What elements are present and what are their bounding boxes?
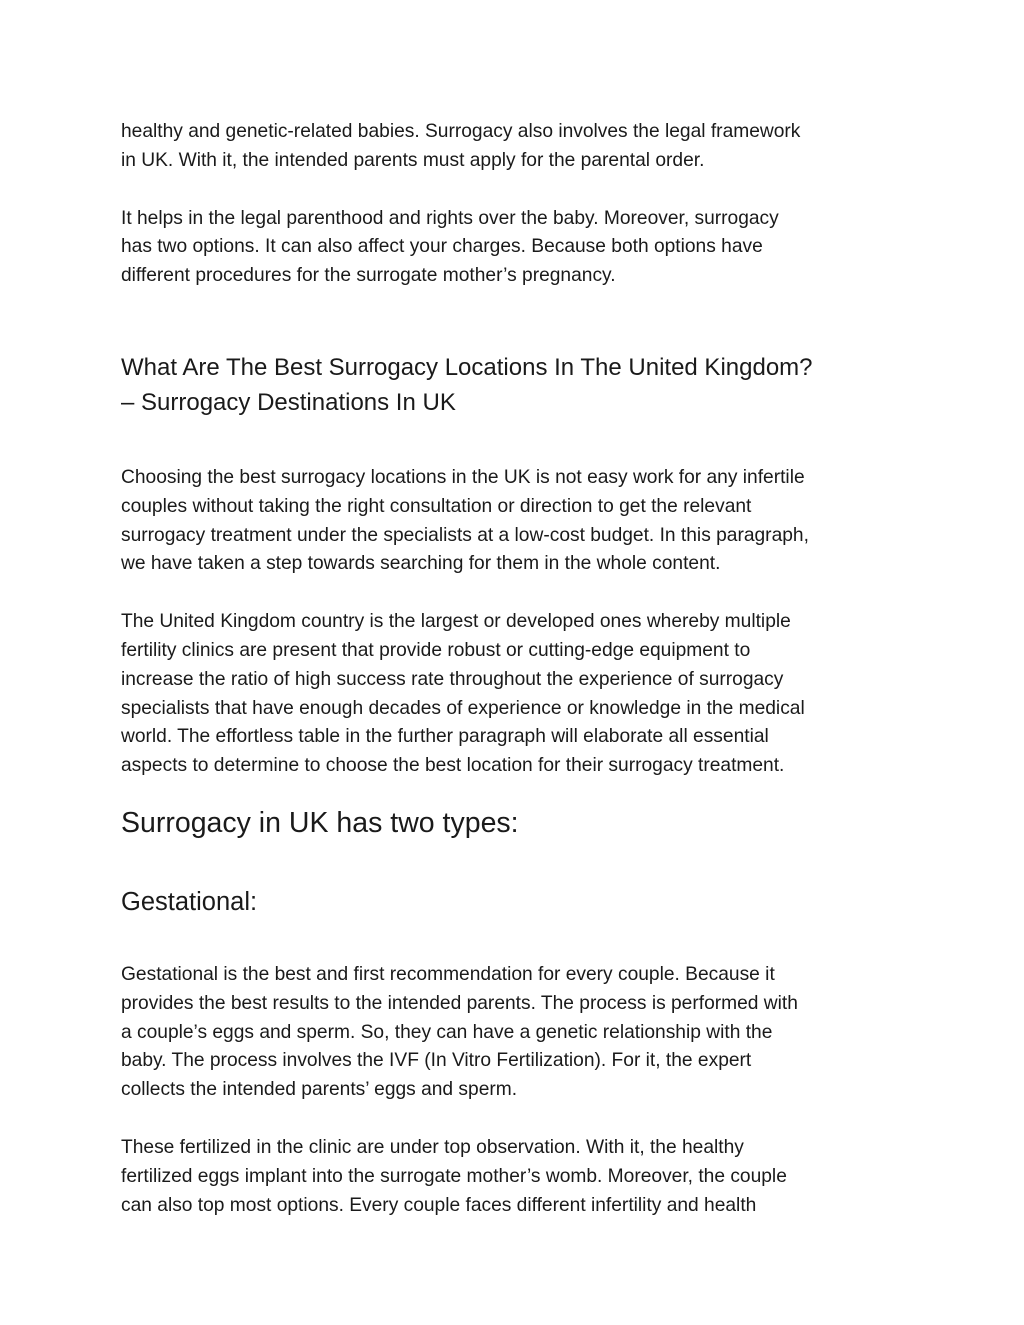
- text-line: in UK. With it, the intended parents must apply for the parental order.: [121, 149, 705, 171]
- heading-two-types: Surrogacy in UK has two types:: [121, 806, 519, 839]
- text-line: provides the best results to the intended parents. The process is performed with: [121, 992, 798, 1014]
- paragraph-fertilized-eggs: [121, 1134, 911, 1220]
- text-line: different procedures for the surrogate mother’s pregnancy.: [121, 265, 616, 287]
- heading-line: What Are The Best Surrogacy Locations In The United Kingdom?: [121, 353, 813, 381]
- text-line: healthy and genetic-related babies. Surrogacy also involves the legal framework: [121, 121, 801, 142]
- text-line: we have taken a step towards searching for them in the whole content.: [121, 553, 721, 575]
- text-line: baby. The process involves the IVF (In Vitro Fertilization). For it, the expert: [121, 1050, 752, 1072]
- text-line: Gestational is the best and first recommendation for every couple. Because it: [121, 963, 775, 985]
- text-line: increase the ratio of high success rate throughout the experience of surrogacy: [121, 668, 784, 690]
- heading-best-locations: [121, 350, 911, 420]
- paragraph-legal-framework: [121, 118, 911, 176]
- heading-gestational: Gestational:: [121, 887, 258, 916]
- text-line: has two options. It can also affect your charges. Because both options have: [121, 236, 763, 258]
- paragraph-united-kingdom-clinics: [121, 608, 911, 781]
- text-line: It helps in the legal parenthood and rights over the baby. Moreover, surrogacy: [121, 207, 779, 229]
- text-line: The United Kingdom country is the largest or developed ones whereby multiple: [121, 611, 791, 633]
- paragraph-legal-parenthood: [121, 205, 911, 291]
- text-line: These fertilized in the clinic are under top observation. With it, the healthy: [121, 1136, 744, 1158]
- text-line: fertilized eggs implant into the surrogate mother’s womb. Moreover, the couple: [121, 1165, 787, 1187]
- document-page: [121, 118, 911, 1220]
- text-line: world. The effortless table in the further paragraph will elaborate all essential: [121, 726, 769, 748]
- text-line: fertility clinics are present that provide robust or cutting-edge equipment to: [121, 639, 751, 661]
- paragraph-gestational: [121, 961, 911, 1105]
- text-line: couples without taking the right consultation or direction to get the relevant: [121, 495, 752, 517]
- text-line: Choosing the best surrogacy locations in the UK is not easy work for any infertile: [121, 466, 805, 488]
- text-line: can also top most options. Every couple faces different infertility and health: [121, 1194, 757, 1216]
- text-line: specialists that have enough decades of experience or knowledge in the medical: [121, 697, 805, 719]
- heading-line: – Surrogacy Destinations In UK: [121, 388, 456, 416]
- text-line: surrogacy treatment under the specialists at a low-cost budget. In this paragraph,: [121, 524, 809, 546]
- text-line: aspects to determine to choose the best location for their surrogacy treatment.: [121, 755, 785, 777]
- text-line: a couple’s eggs and sperm. So, they can have a genetic relationship with the: [121, 1021, 773, 1043]
- paragraph-choosing-locations: [121, 464, 911, 579]
- text-line: collects the intended parents’ eggs and sperm.: [121, 1079, 518, 1101]
